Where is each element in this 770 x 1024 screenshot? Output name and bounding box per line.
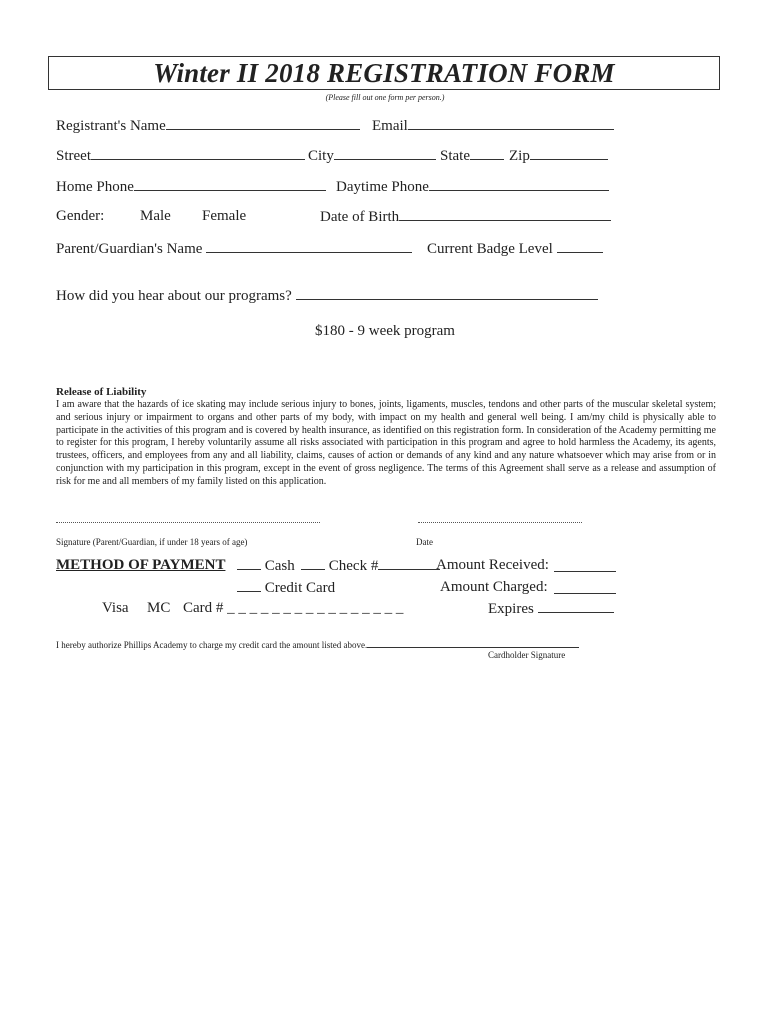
release-title: Release of Liability <box>56 386 147 398</box>
check-option <box>301 557 440 575</box>
mc-option[interactable]: MC <box>147 600 171 616</box>
registrant-name-row <box>56 117 360 135</box>
email-row <box>372 117 614 135</box>
credit-card-option <box>237 579 335 597</box>
gender-female-option[interactable]: Female <box>202 208 247 224</box>
street-row <box>56 147 305 165</box>
cash-option <box>237 557 295 575</box>
date-of-birth-label: Date of Birth <box>320 209 400 225</box>
card-number-field[interactable]: _ _ _ _ _ _ _ _ _ _ _ _ _ _ _ _ <box>227 600 404 616</box>
street-label: Street <box>56 148 91 164</box>
visa-option[interactable]: Visa <box>102 600 129 616</box>
gender-label: Gender: <box>56 208 105 224</box>
check-number-field[interactable] <box>378 557 440 570</box>
email-field[interactable] <box>408 117 614 130</box>
parent-guardian-field[interactable] <box>206 240 412 253</box>
date-of-birth-field[interactable] <box>399 208 611 221</box>
form-title: Winter II 2018 REGISTRATION FORM <box>153 58 615 88</box>
authorize-text: I hereby authorize Phillips Academy to charge my credit card the amount listed above. <box>56 640 368 650</box>
home-phone-field[interactable] <box>134 178 326 191</box>
expires-field[interactable] <box>538 600 614 613</box>
payment-title: METHOD OF PAYMENT <box>56 557 226 573</box>
city-field[interactable] <box>334 147 436 160</box>
zip-label: Zip <box>509 148 530 164</box>
card-number-label: Card # <box>183 600 224 616</box>
parent-guardian-label: Parent/Guardian's Name <box>56 241 203 257</box>
cash-label: Cash <box>264 558 295 574</box>
registrant-name-label: Registrant's Name <box>56 118 166 134</box>
card-number-row <box>183 600 403 617</box>
amount-charged-row <box>554 581 616 599</box>
state-field[interactable] <box>470 147 504 160</box>
registrant-name-field[interactable] <box>166 117 360 130</box>
expires-row <box>488 600 614 618</box>
daytime-phone-label: Daytime Phone <box>336 179 429 195</box>
program-price: $180 - 9 week program <box>315 323 455 339</box>
date-of-birth-row <box>320 208 611 226</box>
badge-level-field[interactable] <box>557 240 603 253</box>
hear-about-field[interactable] <box>296 287 598 300</box>
expires-label: Expires <box>488 601 534 617</box>
amount-received-label: Amount Received: <box>436 557 549 573</box>
signature-label: Signature (Parent/Guardian, if under 18 years of age) <box>56 537 248 547</box>
hear-about-row <box>56 287 598 305</box>
date-line[interactable] <box>418 522 582 523</box>
title-box <box>48 56 720 90</box>
release-body: I am aware that the hazards of ice skating may include serious injury to bones, joints, ligaments, muscles, tendons and other parts of the muscular skeletal system; and serious injury or impairment to organs and other parts of my body, with impact on my health and general well being. I am/my child is physically able to participate in the activities of this program and is covered by health insurance, as identified on this registration form. In consideration of the Academy permitting me to register for this program, I hereby voluntarily assume all risks associated with participation in this program and agree to hold harmless the Academy, its agents, trustees, officers, and employees from any and all liability, claims, causes of action or demands of any kind and any nature whatsoever which may arise from or in conjunction with my participation in this program, except in the event of gross negligence. The terms of this Agreement shall serve as a release and assumption of risk for me and all members of my family listed on this application. <box>56 399 716 487</box>
cardholder-signature-label: Cardholder Signature <box>488 650 566 660</box>
form-subtitle: (Please fill out one form per person.) <box>325 93 445 102</box>
signature-line[interactable] <box>56 522 320 523</box>
badge-level-row <box>427 240 603 258</box>
cash-checkbox[interactable] <box>237 557 261 570</box>
daytime-phone-row <box>336 178 609 196</box>
authorize-row <box>56 639 579 650</box>
state-label: State <box>440 148 470 164</box>
amount-charged-label: Amount Charged: <box>440 579 548 595</box>
badge-level-label: Current Badge Level <box>427 241 553 257</box>
state-row <box>440 147 504 165</box>
home-phone-label: Home Phone <box>56 179 134 195</box>
cardholder-signature-field[interactable] <box>367 639 579 648</box>
date-label: Date <box>416 537 433 547</box>
parent-guardian-row <box>56 240 412 258</box>
home-phone-row <box>56 178 326 196</box>
city-label: City <box>308 148 334 164</box>
daytime-phone-field[interactable] <box>429 178 609 191</box>
credit-card-checkbox[interactable] <box>237 579 261 592</box>
credit-card-label: Credit Card <box>264 580 336 596</box>
amount-received-row <box>554 559 616 577</box>
amount-received-field[interactable] <box>554 559 616 572</box>
city-row <box>308 147 436 165</box>
check-checkbox[interactable] <box>301 557 325 570</box>
check-label: Check # <box>328 558 379 574</box>
gender-male-option[interactable]: Male <box>140 208 171 224</box>
hear-about-label: How did you hear about our programs? <box>56 288 292 304</box>
email-label: Email <box>372 118 408 134</box>
amount-charged-field[interactable] <box>554 581 616 594</box>
zip-row <box>509 147 608 165</box>
street-field[interactable] <box>91 147 305 160</box>
zip-field[interactable] <box>530 147 608 160</box>
